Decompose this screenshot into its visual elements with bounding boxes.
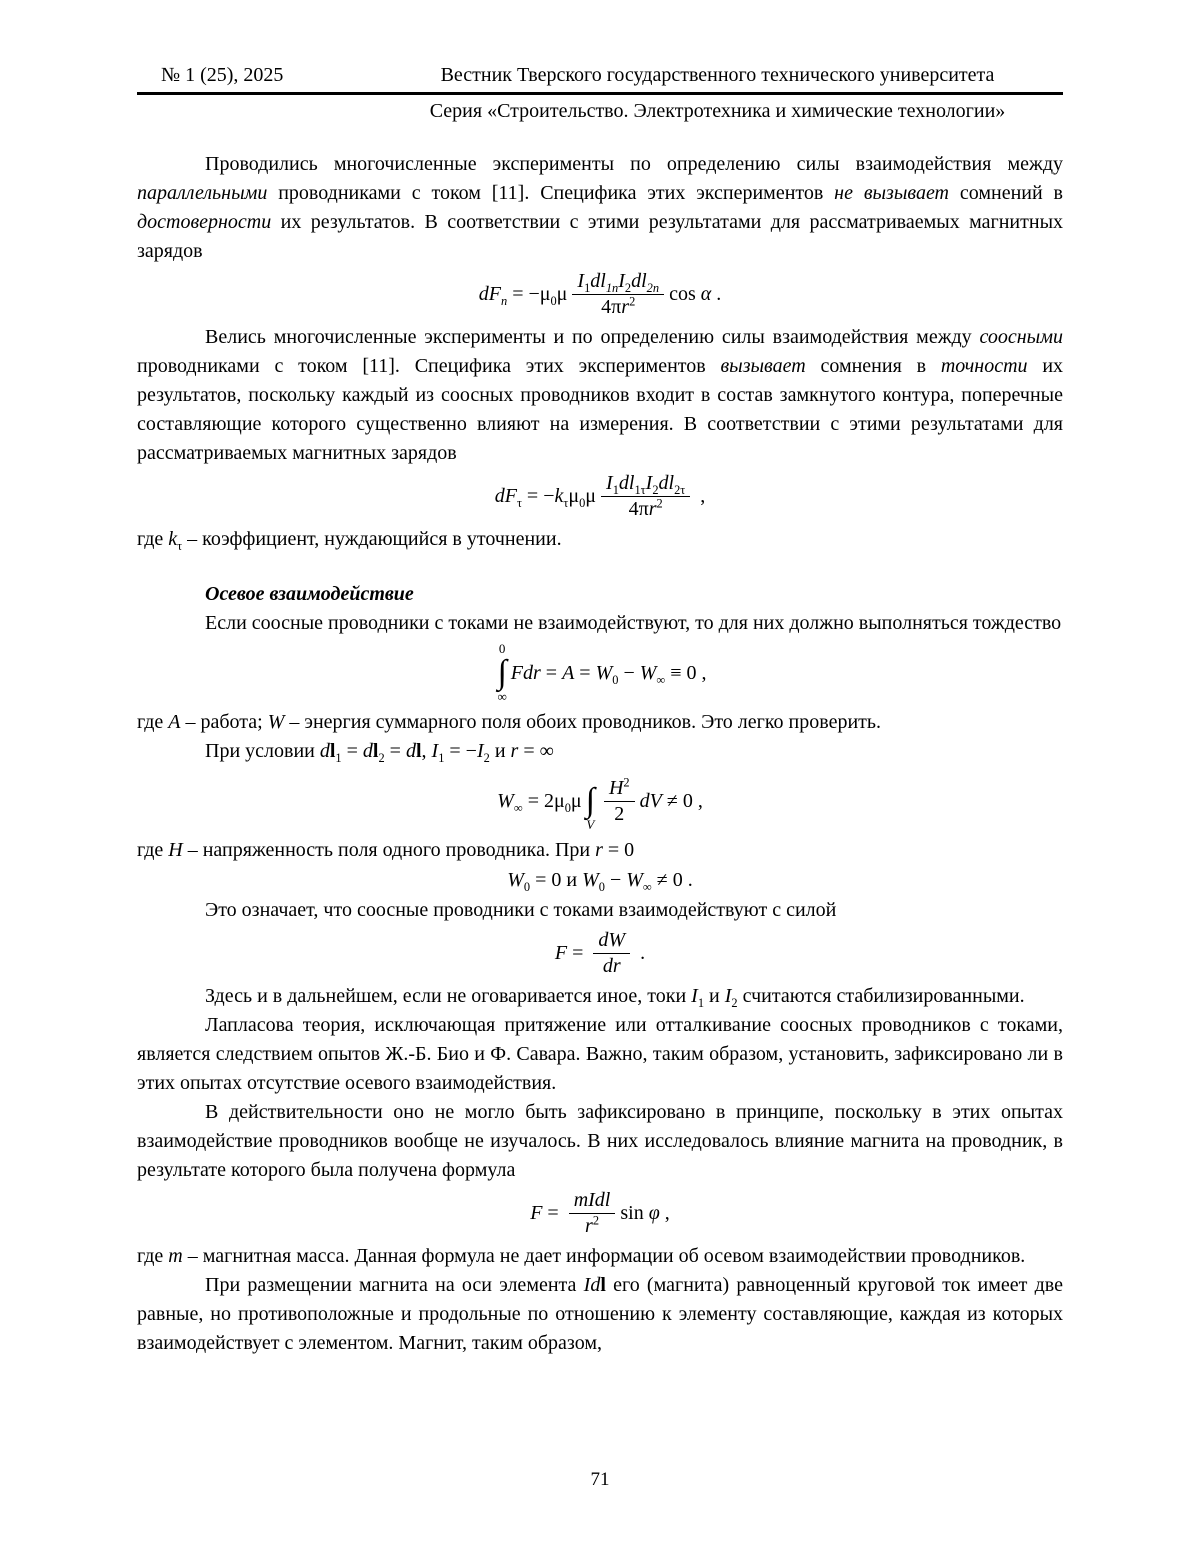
paragraph-conditions: При условии $dl_1 = dl_2$ = dl, $I_1 = -I_2$ и r = ∞ — [205, 740, 554, 765]
formula-rhs: , — [695, 485, 706, 507]
issue-label: № 1 (25), 2025 — [161, 64, 284, 86]
header-rule — [137, 92, 1063, 95]
formula-force-derivative — [137, 929, 1063, 978]
integral-sign — [586, 770, 595, 832]
page-number: 71 — [590, 1469, 610, 1490]
formula-lhs: $W_\infty = 2\mu_0\mu$ — [497, 789, 582, 815]
series-title: Серия «Строительство. Электротехника и химические технологии» — [429, 100, 1006, 122]
integral-lower-limit: ∞ — [497, 689, 507, 704]
fraction-numerator: $I_1dl_{1n}I_2dl_{2n}$ — [572, 270, 664, 295]
formula-lhs: F = — [530, 1202, 564, 1224]
fraction — [604, 774, 635, 826]
fraction-denominator: $4\pi r^2$ — [628, 496, 663, 520]
paragraph-parallel-experiments: Проводились многочисленные эксперименты по определению силы взаимодействия между параллельными проводниками с током [11]. Специфика этих экспериментов не вызывает сомнений в достоверности их результатов. В соответствии с этими результатами для рассматриваемых магнитных зарядов — [137, 153, 1063, 262]
formula-rhs: cos α . — [669, 283, 722, 305]
formula-lhs: $dF_\tau = -k_\tau\mu_0\mu$ — [494, 485, 597, 510]
fraction — [572, 270, 664, 319]
paragraph-magnet-on-axis: При размещении магнита на оси элемента Idl его (магнита) равноценный круговой ток имеет две равные, но противоположные и продольные по отношению к элементу составляющие, каждая из которых взаимодействует с элементом. Магнит, таким образом, — [137, 1274, 1064, 1354]
formula-rhs: Fdr = $A = W_0 - W_\infty \equiv 0$ , — [510, 661, 707, 687]
integral-upper-limit: 0 — [498, 641, 506, 656]
header-spacer — [137, 100, 372, 123]
paragraph-identity-intro: Если соосные проводники с токами не взаимодействуют, то для них должно выполняться тождество — [205, 612, 1062, 634]
paragraph-k-tau-note: где $k_\tau$ – коэффициент, нуждающийся в уточнении. — [137, 528, 562, 553]
formula-body: $W_0 = 0$ и $W_0 - W_\infty \ne 0$ . — [507, 869, 693, 894]
fraction-numerator: mIdl — [569, 1189, 616, 1214]
formula-W-zero — [137, 869, 1063, 892]
formula-lhs: $dF_n = -\mu_0\mu$ — [478, 283, 568, 308]
integral-sign — [497, 642, 506, 704]
integral-glyph: ∫ — [497, 654, 507, 691]
journal-title: Вестник Тверского государственного технического университета — [440, 64, 995, 86]
paragraph-not-recorded: В действительности оно не могло быть зафиксировано в принципе, поскольку в этих опытах взаимодействие проводников вообще не изучалось. В них исследовалось влияние магнита на проводник, в результате которого была получена формула — [137, 1101, 1063, 1181]
series-row — [137, 100, 1063, 123]
fraction-numerator: $H^2$ — [604, 777, 635, 802]
formula-rhs: sin φ , — [620, 1202, 670, 1224]
paragraph-field-strength-note: где H – напряженность поля одного проводника. При r = 0 — [137, 839, 635, 861]
paragraph-stabilized-currents: Здесь и в дальнейшем, если не оговаривается иное, токи $I_1$ и $I_2$ считаются стабилизированными. — [205, 985, 1025, 1010]
formula-integral-identity — [137, 642, 1063, 704]
formula-W-infinity — [137, 770, 1063, 832]
fraction-numerator: dW — [593, 929, 630, 954]
fraction-denominator: $4\pi r^2$ — [601, 294, 636, 318]
fraction-denominator: 2 — [614, 802, 625, 825]
article-body — [137, 150, 1063, 1358]
fraction — [601, 472, 690, 521]
formula-rhs: dV ≠ 0 , — [639, 789, 703, 812]
paragraph-coaxial-experiments: Велись многочисленные эксперименты и по определению силы взаимодействия между соосными проводниками с током [11]. Специфика этих экспериментов вызывает сомнения в точности их результатов, поскольку каждый из соосных проводников входит в состав замкнутого контура, поперечные составляющие которого существенно влияют на измерения. В соответствии с этими результатами для рассматриваемых магнитных зарядов — [137, 326, 1064, 464]
paragraph-laplace-theory: Лапласова теория, исключающая притяжение или отталкивание соосных проводников с токами, является следствием опытов Ж.-Б. Био и Ф. Савара. Важно, таким образом, установить, зафиксировано ли в этих опытах отсутствие осевого взаимодействия. — [137, 1014, 1063, 1094]
fraction-denominator: $r^2$ — [585, 1213, 600, 1237]
page-header — [137, 64, 1063, 123]
fraction-denominator: dr — [602, 955, 621, 977]
header-row — [137, 64, 1063, 87]
formula-dFn — [137, 270, 1063, 319]
page-footer — [0, 1469, 1200, 1491]
formula-lhs: F = — [554, 942, 589, 964]
paragraph-interaction-force: Это означает, что соосные проводники с токами взаимодействуют с силой — [205, 899, 837, 921]
section-heading-axial-interaction: Осевое взаимодействие — [205, 583, 414, 605]
formula-rhs: . — [635, 942, 646, 964]
paragraph-work-energy-note: где A – работа; W – энергия суммарного поля обоих проводников. Это легко проверить. — [137, 711, 882, 733]
fraction — [569, 1189, 616, 1238]
fraction — [593, 929, 630, 978]
integral-glyph: ∫ — [585, 782, 595, 819]
fraction-numerator: $I_1dl_{1\tau}I_2dl_{2\tau}$ — [601, 472, 690, 497]
formula-dFtau — [137, 472, 1063, 521]
paragraph-magnetic-mass-note: где m – магнитная масса. Данная формула не дает информации об осевом взаимодействии проводников. — [137, 1245, 1026, 1267]
integral-lower-limit: V — [586, 817, 595, 832]
formula-biot-savart — [137, 1189, 1063, 1238]
